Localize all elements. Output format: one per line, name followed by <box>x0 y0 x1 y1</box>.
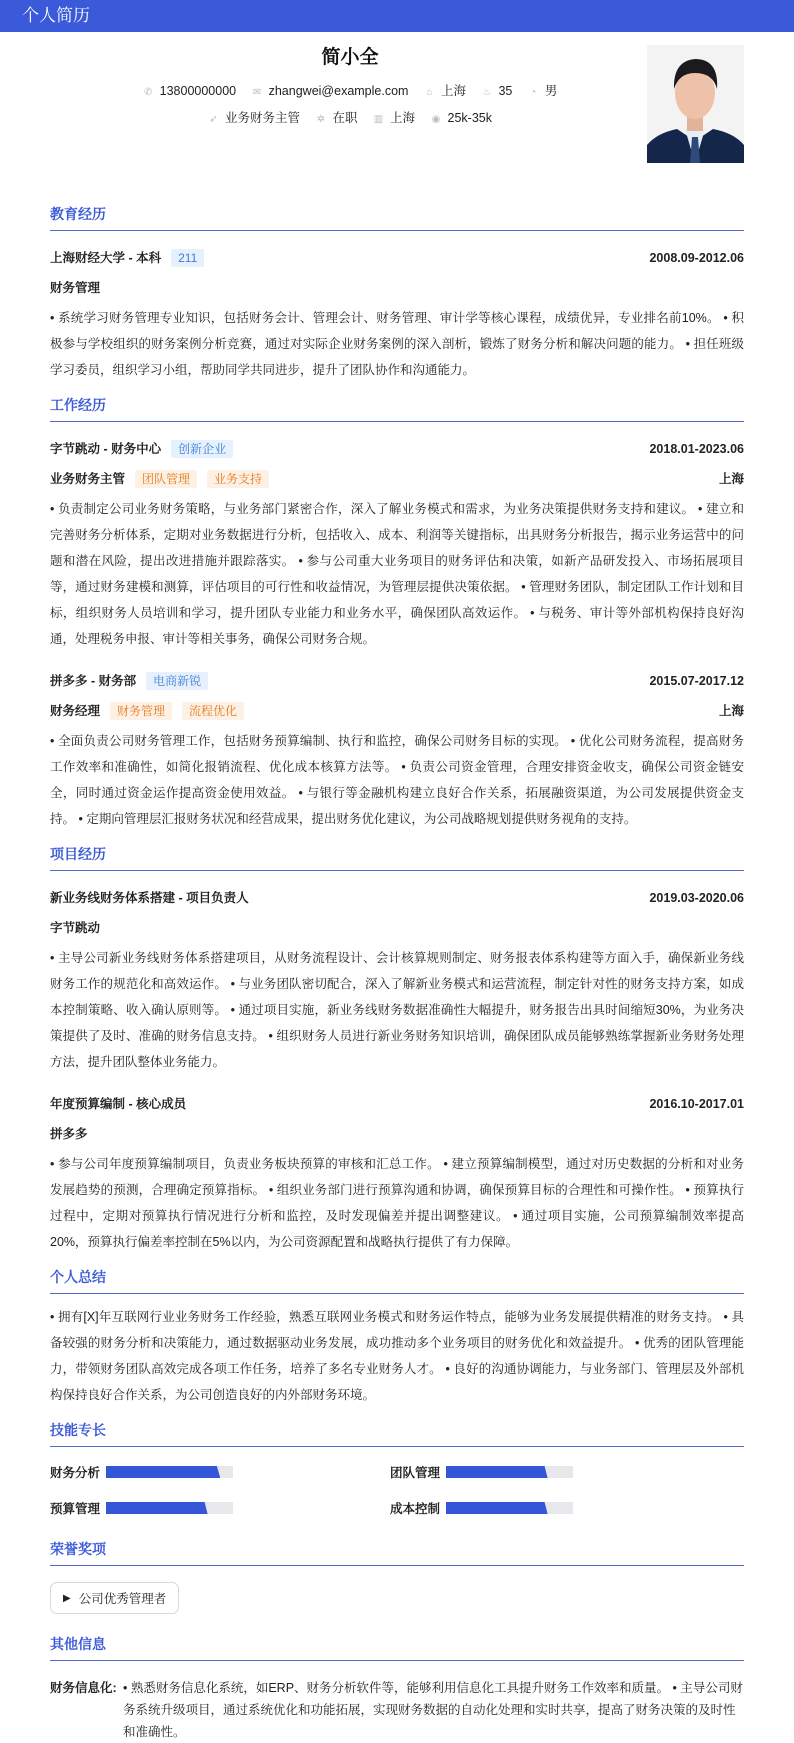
description: • 参与公司年度预算编制项目，负责业务板块预算的审核和汇总工作。 • 建立预算编制模型，通过对历史数据的分析和对业务发展趋势的预测，合理确定预算指标。 • 组织业务部门进行预算沟通和协调，确保预算目标的合理性和可操作性。 • 预算执行过程中，定期对预算执行情况进行分析和监控，及时发现偏差并提出调整建议。 • 通过项目实施，公司预算编制效率提高20%，预算执行偏差率控制在5%以内，为公司资源配置和战略执行提供了有力保障。 <box>50 1157 744 1249</box>
project-item <box>50 885 744 1075</box>
skill-tag: 财务管理 <box>110 702 172 720</box>
date: 2015.07-2017.12 <box>649 674 744 688</box>
salary: 25k-35k <box>447 111 492 125</box>
gender: 男 <box>544 84 558 98</box>
city: 上海 <box>718 704 744 718</box>
major: 财务管理 <box>50 281 101 295</box>
summary-text: • 拥有[X]年互联网行业业务财务工作经验，熟悉互联网业务模式和财务运作特点，能够为业务发展提供精准的财务支持。 • 具备较强的财务分析和决策能力，通过数据驱动业务发展，成功推动多个业务项目的财务优化和效益提升。 • 优秀的团队管理能力，带领财务团队高效完成各项工作任务，培养了多名专业财务人才。 • 良好的沟通协调能力，与业务部门、管理层及外部机构保持良好合作关系，为公司创造良好的内外部财务环境。 <box>50 1310 744 1402</box>
salary-icon: ◉ <box>431 114 441 125</box>
job-intent-row <box>0 108 700 126</box>
skill-bar <box>106 1502 233 1514</box>
date: 2016.10-2017.01 <box>649 1097 744 1111</box>
section-title-skills: 技能专长 <box>50 1420 744 1447</box>
city: 上海 <box>718 472 744 486</box>
cake-icon: ♨ <box>482 87 492 98</box>
section-title-projects: 项目经历 <box>50 844 744 871</box>
other-label: 财务信息化: <box>50 1681 117 1695</box>
work-item <box>50 668 744 832</box>
date: 2018.01-2023.06 <box>649 442 744 456</box>
skill-bar-fill <box>106 1466 220 1478</box>
home-icon: ⌂ <box>426 87 433 98</box>
skill-name: 成本控制 <box>390 1502 441 1516</box>
skill-name: 预算管理 <box>50 1502 101 1516</box>
skill-bar <box>446 1466 573 1478</box>
phone-icon: ✆ <box>143 87 153 98</box>
project-name: 新业务线财务体系搭建 - 项目负责人 <box>50 891 249 905</box>
skills-grid <box>50 1461 744 1519</box>
skill-bar-fill <box>446 1466 548 1478</box>
skill-bar <box>106 1466 233 1478</box>
skill-name: 财务分析 <box>50 1466 101 1480</box>
triangle-right-icon: ▶ <box>63 1592 71 1604</box>
section-title-work: 工作经历 <box>50 395 744 422</box>
description: • 全面负责公司财务管理工作，包括财务预算编制、执行和监控，确保公司财务目标的实现。 • 优化公司财务流程，提高财务工作效率和准确性，如简化报销流程、优化成本核算方法等。 • 负责公司资金管理，合理安排资金收支，确保公司资金链安全，同时通过资金运作提高资金使用效益。 • 与银行等金融机构建立良好合作关系，拓展融资渠道，为公司发展提供资金支持。 • 定期向管理层汇报财务状况和经营成果，提出财务优化建议，为公司战略规划提供财务视角的支持。 <box>50 734 744 826</box>
date: 2019.03-2020.06 <box>649 891 744 905</box>
school-tag: 211 <box>171 249 204 267</box>
contact-row <box>0 81 700 99</box>
project-name: 年度预算编制 - 核心成员 <box>50 1097 187 1111</box>
skill-item <box>50 1461 390 1483</box>
other-desc: • 熟悉财务信息化系统，如ERP、财务分析软件等，能够利用信息化工具提升财务工作效率和质量。 • 主导公司财务系统升级项目，通过系统优化和功能拓展，实现财务数据的自动化处理和实时共享，提高了财务决策的及时性和准确性。 <box>123 1681 743 1739</box>
section-title-summary: 个人总结 <box>50 1267 744 1294</box>
role: 财务经理 <box>50 704 101 718</box>
email: zhangwei@example.com <box>268 84 409 98</box>
description: • 负责制定公司业务财务策略，与业务部门紧密合作，深入了解业务模式和需求，为业务决策提供财务支持和建议。 • 建立和完善财务分析体系，定期对业务数据进行分析，包括收入、成本、利润等关键指标，出具财务分析报告，揭示业务运营中的问题和潜在风险，提出改进措施并跟踪落实。 • 参与公司重大业务项目的财务评估和决策，如新产品研发投入、市场拓展项目等，通过财务建模和测算，评估项目的可行性和收益情况，为管理层提供决策依据。 • 管理财务团队，制定团队工作计划和目标，组织财务人员培训和学习，提升团队专业能力和业务水平，确保团队高效运作。 • 与税务、审计等外部机构保持良好沟通，处理税务申报、审计等相关事务，确保公司财务合规。 <box>50 502 744 646</box>
role: 业务财务主管 <box>50 472 126 486</box>
company-tag: 电商新锐 <box>146 672 208 690</box>
company-tag: 创新企业 <box>171 440 233 458</box>
date: 2008.09-2012.06 <box>649 251 744 265</box>
avatar-photo <box>647 45 744 163</box>
project-item <box>50 1091 744 1255</box>
section-title-other: 其他信息 <box>50 1634 744 1661</box>
skill-name: 团队管理 <box>390 1466 441 1480</box>
status: 在职 <box>332 111 358 125</box>
company: 字节跳动 - 财务中心 <box>50 442 162 456</box>
school: 上海财经大学 - 本科 <box>50 251 162 265</box>
phone: 13800000000 <box>159 84 237 98</box>
gender-icon: ◔ <box>530 87 537 98</box>
skill-bar <box>446 1502 573 1514</box>
mail-icon: ✉ <box>252 87 262 98</box>
building-icon: ▥ <box>373 114 384 125</box>
award-item[interactable] <box>50 1582 179 1614</box>
education-item <box>50 245 744 383</box>
position: 业务财务主管 <box>225 111 301 125</box>
profile-name: 简小全 <box>321 47 379 68</box>
skill-item <box>390 1497 730 1519</box>
description: • 系统学习财务管理专业知识，包括财务会计、管理会计、财务管理、审计学等核心课程，成绩优异，专业排名前10%。 • 积极参与学校组织的财务案例分析竞赛，通过对实际企业财务案例的深入剖析，锻炼了财务分析和解决问题的能力。 • 担任班级学习委员，组织学习小组，帮助同学共同进步，提升了团队协作和沟通能力。 <box>50 311 744 377</box>
profile-header <box>0 32 794 192</box>
company: 拼多多 - 财务部 <box>50 674 137 688</box>
project-company: 拼多多 <box>50 1127 88 1141</box>
section-title-education: 教育经历 <box>50 204 744 231</box>
app-title: 个人简历 <box>0 0 794 32</box>
skill-bar-fill <box>446 1502 548 1514</box>
city: 上海 <box>440 84 466 98</box>
skill-tag: 业务支持 <box>207 470 269 488</box>
skill-tag: 流程优化 <box>182 702 244 720</box>
other-item <box>50 1677 744 1743</box>
section-title-awards: 荣誉奖项 <box>50 1539 744 1566</box>
skill-tag: 团队管理 <box>135 470 197 488</box>
skill-item <box>50 1497 390 1519</box>
age: 35 <box>498 84 513 98</box>
project-company: 字节跳动 <box>50 921 101 935</box>
award-name: 公司优秀管理者 <box>78 1592 167 1606</box>
description: • 主导公司新业务线财务体系搭建项目，从财务流程设计、会计核算规则制定、财务报表体系构建等方面入手，确保新业务线财务工作的规范化和高效运作。 • 与业务团队密切配合，深入了解新业务模式和运营流程，制定针对性的财务支持方案，如成本控制策略、收入确认原则等。 • 通过项目实施，新业务线财务数据准确性大幅提升，财务报告出具时间缩短30%，为业务决策提供了及时、准确的财务信息支持。 • 组织财务人员进行新业务财务知识培训，确保团队成员能够熟练掌握新业务财务处理方法，提升团队整体业务能力。 <box>50 951 744 1069</box>
skill-bar-fill <box>106 1502 208 1514</box>
skill-item <box>390 1461 730 1483</box>
send-icon: ➶ <box>209 114 218 125</box>
target-city: 上海 <box>390 111 416 125</box>
status-icon: ✲ <box>316 114 326 125</box>
work-item <box>50 436 744 652</box>
